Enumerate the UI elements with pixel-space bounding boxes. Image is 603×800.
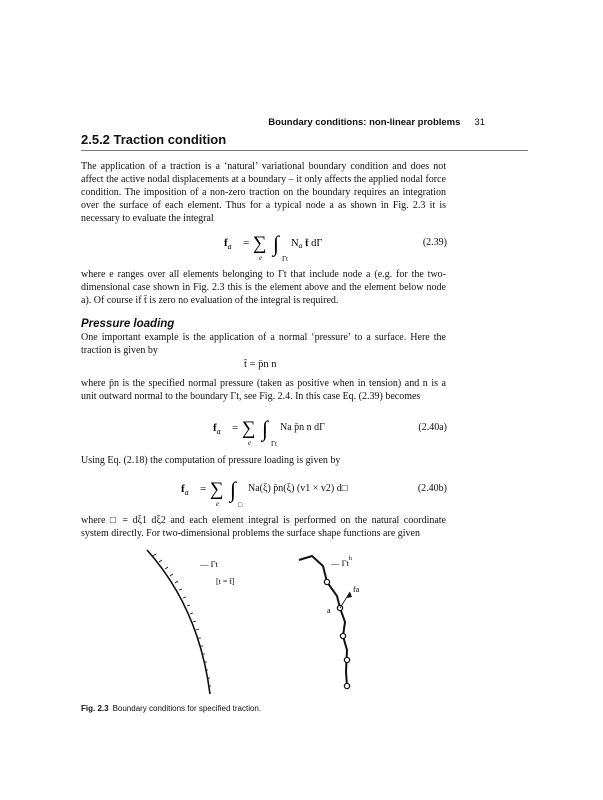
eq240a-sum-sub: e <box>248 439 252 447</box>
eq240a-number: (2.40a) <box>418 422 447 433</box>
paragraph-pressure-computation: Using Eq. (2.18) the computation of pressure loading is given by <box>81 455 341 466</box>
equation-2-40a-graphic <box>81 413 447 453</box>
eq240b-integrand: Na(ξ) p̄n(ξ) (v1 × v2) d□ <box>248 483 348 494</box>
eq240b-int-sub: □ <box>238 501 243 509</box>
sum-icon: ∑ <box>242 418 256 439</box>
caption-text: Boundary conditions for specified traction. <box>112 704 262 713</box>
section-title: 2.5.2 Traction condition <box>81 132 227 147</box>
eq240b-number: (2.40b) <box>417 483 447 494</box>
eq239-lhs: $f_a$ <box>224 237 232 251</box>
eq239-equals: = <box>243 237 250 249</box>
equation-2-40b-graphic <box>81 474 447 514</box>
paragraph-pressure-intro: One important example is the application of a normal ‘pressure’ to a surface. Here the traction is given by <box>81 332 446 357</box>
traction-boundary-curve <box>147 550 210 694</box>
paragraph-intro: The application of a traction is a ‘natural’ variational boundary condition and does not affect the active nodal displacements at a boundary – it only affects the applied nodal force condition. The imposition of a non-zero traction on the boundary requires an integration over the surface of each element. Thus for a typical node a as shown in Fig. 2.3 it is necessary to evaluate the integral <box>81 161 446 225</box>
eq240a-lhs: $f_a$ <box>213 422 221 436</box>
discrete-boundary <box>299 556 347 686</box>
gamma-t-label-left: — Γt <box>200 559 218 569</box>
equation-2-39-graphic <box>81 228 447 268</box>
paragraph-elements: where e ranges over all elements belonging to Γt that include node a (e.g. for the two-dimensional case shown in Fig. 2.3 this is the element above and the element below node a). Of course if t̄ is zero no evaluation of the integral is required. <box>81 269 446 307</box>
integral-icon: ∫ <box>230 477 237 502</box>
eq240b-sum-sub: e <box>216 500 220 508</box>
equation-2-39 <box>81 228 447 263</box>
figure-caption <box>81 704 261 713</box>
page-number: 31 <box>474 117 485 128</box>
figure-2-3 <box>81 548 381 696</box>
paragraph-natural-coords: where □ = dξ1 dξ2 and each element integral is performed on the natural coordinate system directly. For two-dimensional problems the surface shape functions are given <box>81 515 446 540</box>
equation-traction: t̄ = p̄n n <box>244 359 277 370</box>
integral-icon: ∫ <box>273 231 280 256</box>
eq240a-int-sub: Γt <box>271 440 277 448</box>
force-arrow-line <box>340 592 350 608</box>
equation-2-40b <box>81 474 447 509</box>
eq240a-equals: = <box>232 422 239 434</box>
node-a-label: a <box>327 606 331 615</box>
eq239-number: (2.39) <box>422 237 447 248</box>
sum-icon: ∑ <box>210 479 224 500</box>
force-label: fa <box>353 585 360 594</box>
paragraph-pressure-normal: where p̄n is the specified normal pressure (taken as positive when in tension) and n is a unit outward normal to the boundary Γt, see Fig. 2.4. In this case Eq. (2.39) becomes <box>81 378 446 403</box>
running-title: Boundary conditions: non-linear problems <box>268 117 461 128</box>
eq240a-integrand: Na p̄n n dΓ <box>280 422 325 433</box>
eq239-integrand: Na t̄ dΓ <box>291 238 323 250</box>
boundary-hatching <box>153 554 211 686</box>
eq240b-lhs: $f_a$ <box>181 483 189 497</box>
subheading-pressure-loading: Pressure loading <box>81 318 175 330</box>
section-rule <box>81 150 528 151</box>
eq239-int-sub: Γt <box>282 255 288 263</box>
sum-icon: ∑ <box>253 233 267 254</box>
eq240b-equals: = <box>200 483 207 495</box>
gamma-t-label-right: — $\Gamma t^h$ <box>331 556 352 568</box>
eq239-sum-sub: e <box>259 254 263 262</box>
traction-bracket-label: [t = t̄] <box>216 577 235 586</box>
running-head <box>268 117 485 128</box>
caption-number: Fig. 2.3 <box>81 704 109 713</box>
integral-icon: ∫ <box>262 416 269 441</box>
equation-2-40a <box>81 413 447 448</box>
